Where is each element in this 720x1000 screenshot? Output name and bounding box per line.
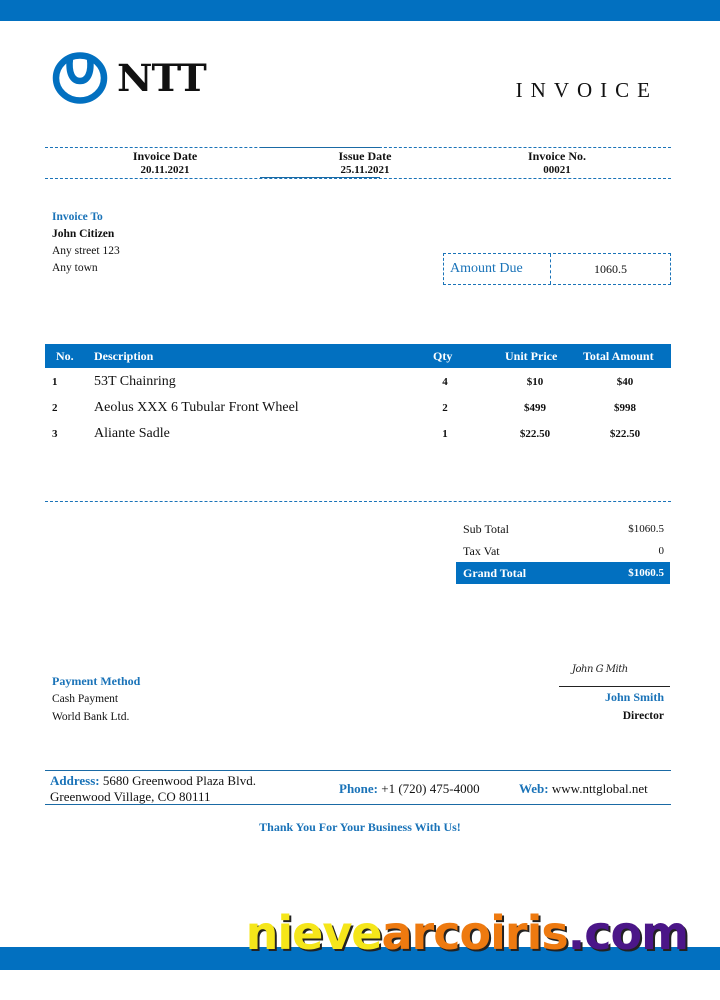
payment-method: Cash Payment	[52, 693, 119, 705]
signature-line	[559, 686, 670, 687]
sub-total-label: Sub Total	[463, 522, 509, 536]
amount-due-label: Amount Due	[444, 254, 551, 284]
address-label: Address:	[50, 773, 100, 788]
col-header-total-amount: Total Amount	[583, 349, 654, 363]
item-qty: 2	[442, 402, 448, 414]
grand-total-value: $1060.5	[628, 567, 664, 579]
bill-to-heading: Invoice To	[52, 211, 103, 223]
col-header-description: Description	[94, 349, 154, 363]
sub-total-row	[456, 518, 670, 540]
amount-due-box	[443, 253, 671, 285]
phone-block	[339, 781, 480, 797]
table-row	[45, 395, 671, 421]
payment-bank: World Bank Ltd.	[52, 711, 130, 723]
signatory-name: John Smith	[604, 690, 664, 704]
grand-total-row	[456, 562, 670, 584]
item-description: Aliante Sadle	[94, 426, 170, 441]
col-header-unit-price: Unit Price	[505, 349, 558, 363]
web-block	[519, 781, 648, 797]
item-description: 53T Chainring	[94, 374, 176, 389]
phone-value: +1 (720) 475-4000	[381, 781, 480, 796]
invoice-date	[65, 149, 265, 177]
tax-row	[456, 540, 670, 562]
invoice-number-value: 00021	[543, 164, 571, 176]
invoice-number	[457, 149, 657, 177]
item-total: $998	[614, 402, 636, 414]
contact-top-border	[45, 770, 671, 771]
item-no: 3	[52, 428, 58, 440]
divider	[260, 177, 380, 178]
meta-bottom-border	[45, 178, 671, 179]
invoice-number-label: Invoice No.	[528, 149, 586, 163]
item-no: 1	[52, 376, 58, 388]
table-row	[45, 421, 671, 447]
items-separator	[45, 501, 671, 502]
bill-to-street: Any street 123	[52, 245, 120, 257]
payment-block	[52, 672, 140, 726]
watermark-part3: .com	[567, 906, 688, 960]
divider	[260, 147, 380, 148]
grand-total-label: Grand Total	[463, 566, 527, 580]
table-row	[45, 369, 671, 395]
watermark-part1: nieve	[245, 906, 382, 960]
watermark	[246, 905, 688, 961]
ntt-logo-icon	[52, 52, 108, 104]
col-header-no: No.	[56, 349, 74, 363]
watermark-part2: arcoiris	[381, 906, 568, 960]
address-line1: 5680 Greenwood Plaza Blvd.	[102, 773, 256, 788]
item-unit-price: $499	[524, 402, 546, 414]
web-link[interactable]: www.nttglobal.net	[551, 781, 648, 796]
invoice-date-label: Invoice Date	[132, 149, 198, 163]
items-table-header	[45, 344, 671, 368]
issue-date	[265, 149, 465, 177]
item-unit-price: $22.50	[519, 428, 551, 440]
address-line2: Greenwood Village, CO 80111	[50, 789, 211, 804]
amount-due-value: 1060.5	[594, 262, 627, 276]
tax-value: 0	[658, 545, 664, 557]
document-title: INVOICE	[515, 78, 658, 102]
phone-label: Phone:	[339, 781, 378, 796]
issue-date-label: Issue Date	[338, 149, 392, 163]
item-qty: 4	[442, 376, 448, 388]
brand-name: NTT	[117, 56, 206, 100]
item-total: $40	[616, 376, 634, 388]
sub-total-value: $1060.5	[628, 523, 664, 535]
bill-to-name: John Citizen	[52, 228, 115, 240]
invoice-date-value: 20.11.2021	[140, 164, 190, 176]
web-label: Web:	[519, 781, 549, 796]
item-unit-price: $10	[526, 376, 544, 388]
item-no: 2	[52, 402, 58, 414]
item-description: Aeolus XXX 6 Tubular Front Wheel	[94, 400, 299, 415]
bill-to-block	[52, 209, 120, 277]
tax-label: Tax Vat	[463, 544, 500, 558]
item-total: $22.50	[609, 428, 641, 440]
top-accent-bar	[0, 0, 720, 21]
bill-to-town: Any town	[52, 262, 98, 274]
signatory-title: Director	[622, 710, 664, 722]
address-block	[50, 773, 256, 805]
col-header-qty: Qty	[433, 349, 453, 363]
item-qty: 1	[442, 428, 448, 440]
thank-you-note: Thank You For Your Business With Us!	[259, 820, 461, 834]
signature: John G Mith	[572, 664, 628, 675]
payment-heading: Payment Method	[52, 674, 141, 688]
contact-bottom-border	[45, 804, 671, 805]
issue-date-value: 25.11.2021	[340, 164, 390, 176]
